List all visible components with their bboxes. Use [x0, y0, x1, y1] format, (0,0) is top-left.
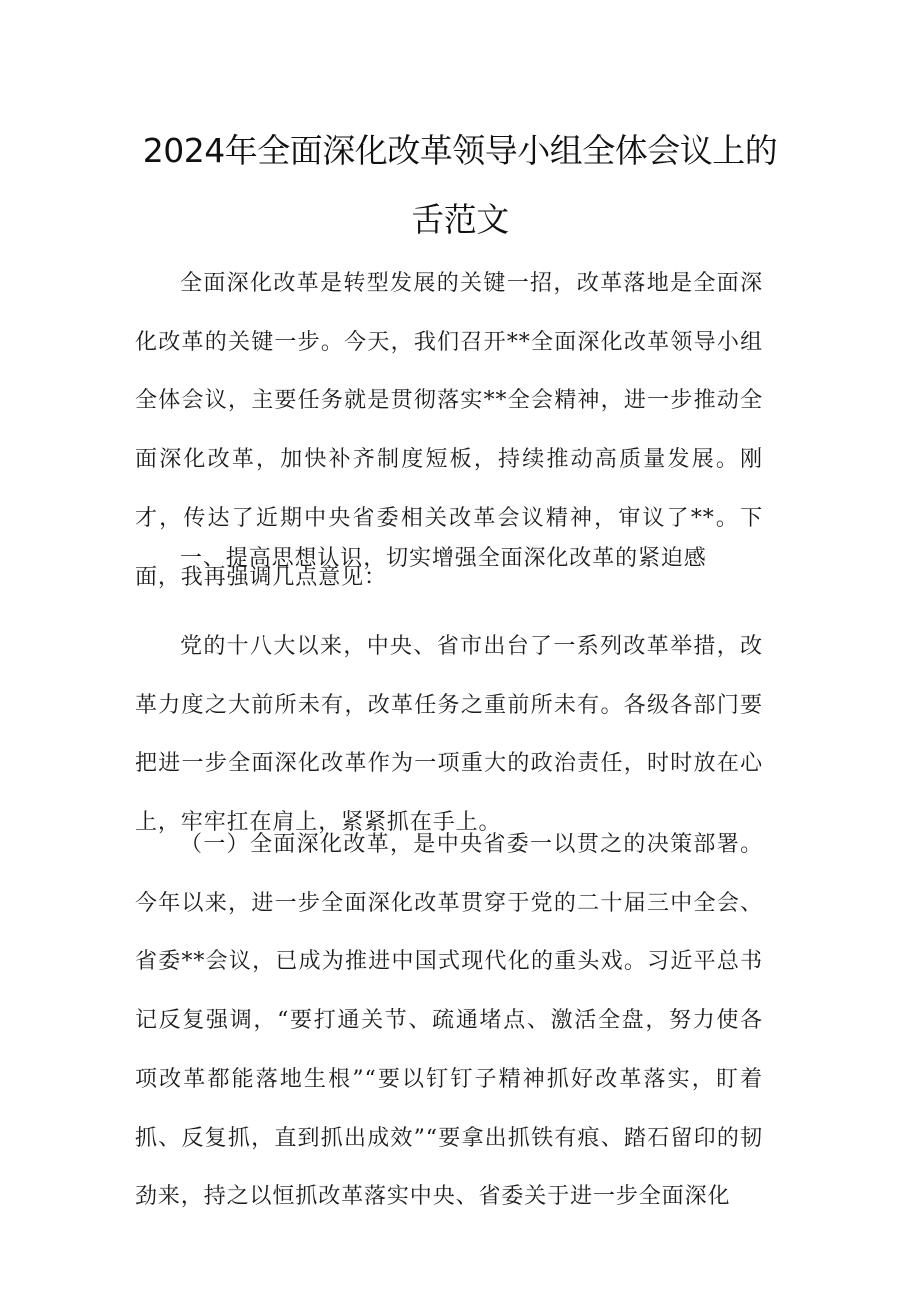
- subsection-1-paragraph: （一）全面深化改革，是中央省委一以贯之的决策部署。今年以来，进一步全面深化改革贯穿于党的二十届三中全会、省委**会议，已成为推进中国式现代化的重头戏。习近平总书记反复强调，“要打通关节、疏通堵点、激活全盘，努力使各项改革都能落地生根”“要以钉钉子精神抓好改革落实，盯着抓、反复抓，直到抓出成效”“要拿出抓铁有痕、踏石留印的韧劲来，持之以恒抓改革落实中央、省委关于进一步全面深化: [135, 832, 763, 1210]
- section-heading-1: 一、提高思想认识，切实增强全面深化改革的紧迫感: [180, 546, 707, 571]
- intro-paragraph: 全面深化改革是转型发展的关键一招，改革落地是全面深化改革的关键一步。今天，我们召开**全面深化改革领导小组全体会议，主要任务就是贯彻落实**全会精神，进一步推动全面深化改革，加快补齐制度短板，持续推动高质量发展。刚才，传达了近期中央省委相关改革会议精神，审议了**。下面，我再强调几点意见：: [135, 271, 763, 590]
- document-title-line-1: 2024年全面深化改革领导小组全体会议上的: [142, 131, 778, 170]
- section-1-paragraph: 党的十八大以来，中央、省市出台了一系列改革举措，改革力度之大前所未有，改革任务之重前所未有。各级各部门要把进一步全面深化改革作为一项重大的政治责任，时时放在心上，牢牢扛在肩上，紧紧抓在手上。: [135, 634, 763, 836]
- document-title-line-2: 舌范文: [411, 200, 509, 239]
